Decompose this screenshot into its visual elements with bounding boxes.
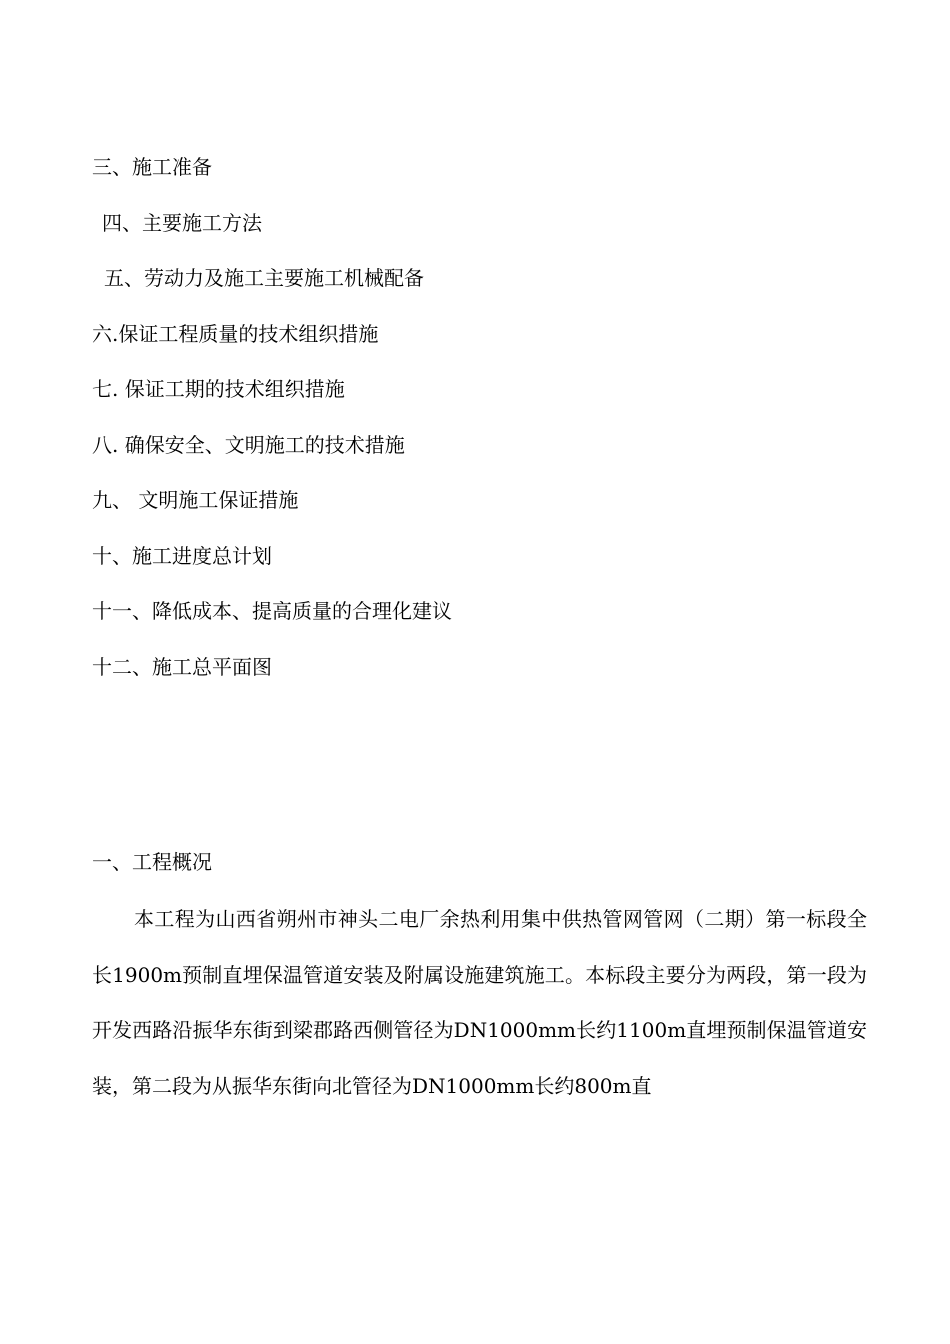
toc-item-6: 六.保证工程质量的技术组织措施: [92, 321, 379, 346]
toc-item-9: 九、 文明施工保证措施: [92, 488, 299, 512]
toc-item-11: 十一、降低成本、提高质量的合理化建议: [92, 599, 452, 623]
toc-item-4: 四、主要施工方法: [102, 210, 262, 235]
toc-item-10: 十、施工进度总计划: [92, 543, 272, 568]
project-overview-section: [92, 840, 867, 1114]
section-heading: 一、工程概况: [92, 850, 212, 874]
toc-item-12: 十二、施工总平面图: [92, 654, 272, 679]
section-body-paragraph: 本工程为山西省朔州市神头二电厂余热利用集中供热管网管网（二期）第一标段全长1900m预制直埋保温管道安装及附属设施建筑施工。本标段主要分为两段，第一段为开发西路沿振华东街到梁郡路西侧管径为DN1000mm长约1100m直埋预制保温管道安装，第二段为从振华东街向北管径为DN1000mm长约800m直: [92, 907, 867, 1098]
toc-item-8: 八. 确保安全、文明施工的技术措施: [92, 432, 405, 457]
toc-item-7: 七. 保证工期的技术组织措施: [92, 377, 345, 401]
table-of-contents: [92, 140, 892, 695]
toc-item-3: 三、施工准备: [92, 155, 212, 179]
toc-item-5: 五、劳动力及施工主要施工机械配备: [104, 266, 424, 290]
